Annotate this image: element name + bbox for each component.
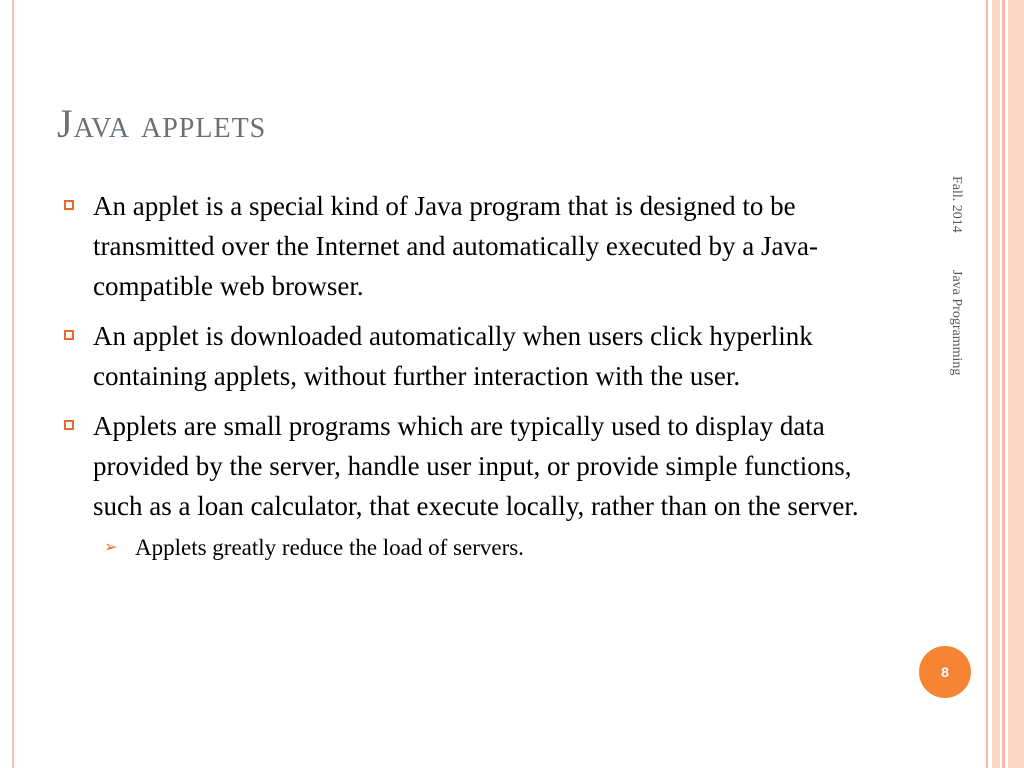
square-bullet-icon <box>64 200 74 210</box>
sub-bullet-item <box>60 532 890 564</box>
slide-title: Java applets <box>57 101 267 146</box>
square-bullet-icon <box>64 420 74 430</box>
side-course-label: Java Programming <box>949 270 964 376</box>
right-stripe-3 <box>1002 0 1005 768</box>
page-number-badge <box>919 646 971 698</box>
sub-bullet-text: Applets greatly reduce the load of servers. <box>135 535 524 560</box>
bullet-item <box>60 406 890 526</box>
arrowhead-bullet-icon: ➢ <box>104 539 118 556</box>
right-stripe-1 <box>986 0 988 768</box>
bullet-item <box>60 186 890 306</box>
bullet-text: An applet is downloaded automatically when users click hyperlink containing applets, without further interaction with the user. <box>93 321 813 391</box>
right-stripe-2 <box>992 0 1000 768</box>
square-bullet-icon <box>64 330 74 340</box>
left-border-line <box>12 0 14 768</box>
right-stripe-4 <box>1008 0 1024 768</box>
left-margin <box>0 0 12 768</box>
side-date-label: Fall. 2014 <box>949 176 964 233</box>
page-number: 8 <box>941 664 949 680</box>
slide-content <box>60 186 890 564</box>
bullet-text: An applet is a special kind of Java program that is designed to be transmitted over the Internet and automatically executed by a Java-compatible web browser. <box>93 191 818 301</box>
bullet-text: Applets are small programs which are typically used to display data provided by the server, handle user input, or provide simple functions, such as a loan calculator, that execute locally, rather than on the server. <box>93 411 859 521</box>
bullet-item <box>60 316 890 396</box>
